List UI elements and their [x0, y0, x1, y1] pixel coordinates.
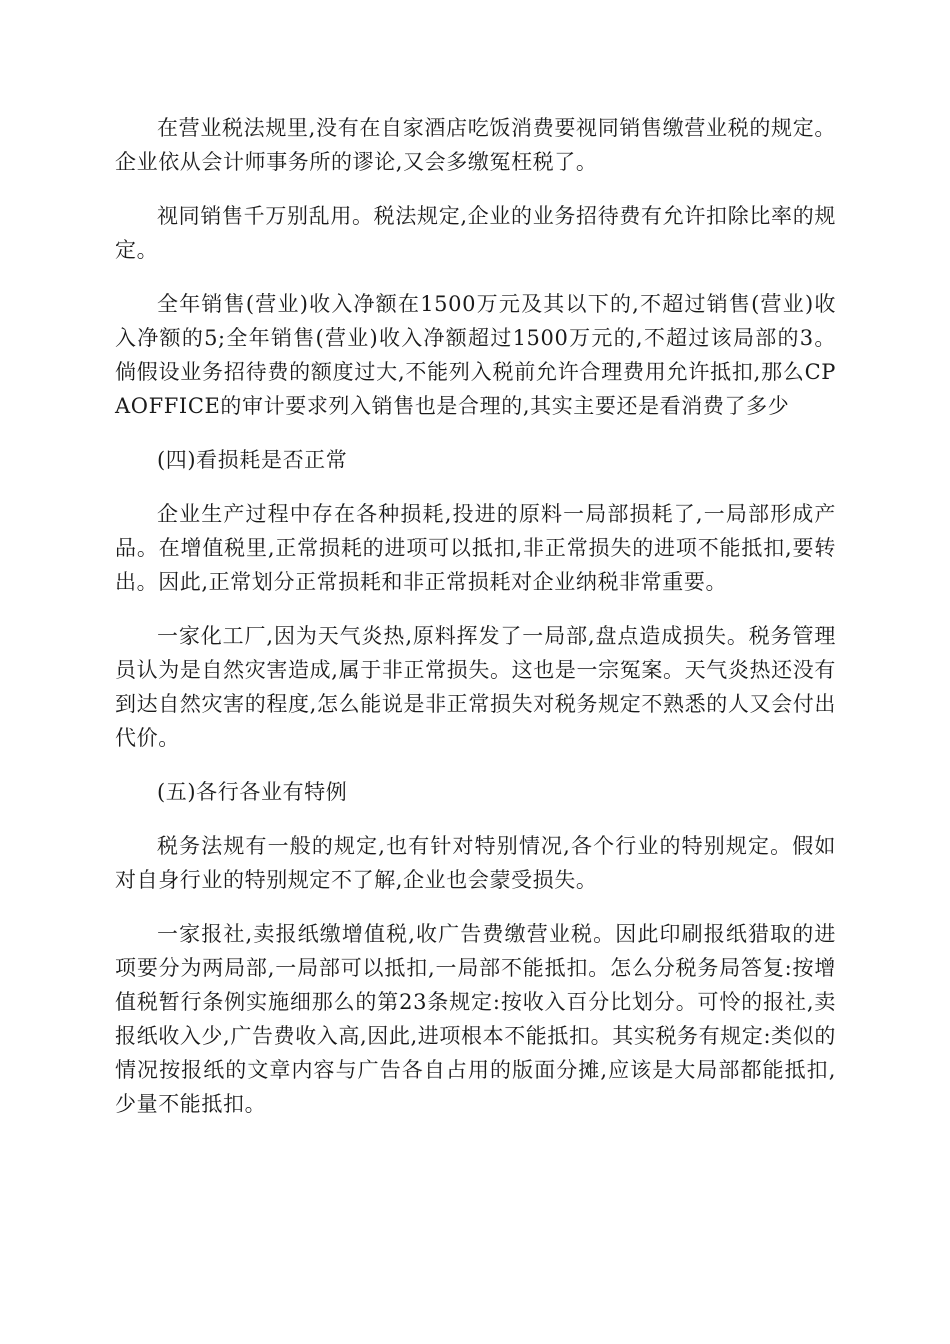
section-heading-5: (五)各行各业有特例	[157, 780, 348, 804]
paragraph-5: 企业生产过程中存在各种损耗,投进的原料一局部损耗了,一局部形成产品。在增值税里,正常损耗的进项可以抵扣,非正常损失的进项不能抵扣,要转出。因此,正常划分正常损耗和非正常损耗对企业纳税非常重要。	[115, 502, 836, 594]
section-heading-4: (四)看损耗是否正常	[157, 448, 348, 472]
paragraph-9: 一家报社,卖报纸缴增值税,收广告费缴营业税。因此印刷报纸猎取的进项要分为两局部,一局部可以抵扣,一局部不能抵扣。怎么分税务局答复:按增值税暂行条例实施细那么的第23条规定:按收入百分比划分。可怜的报社,卖报纸收入少,广告费收入高,因此,进项根本不能抵扣。其实税务有规定:类似的情况按报纸的文章内容与广告各自占用的版面分摊,应该是大局部都能抵扣,少量不能抵扣。	[115, 922, 836, 1116]
paragraph-1: 在营业税法规里,没有在自家酒店吃饭消费要视同销售缴营业税的规定。企业依从会计师事务所的谬论,又会多缴冤枉税了。	[115, 116, 836, 174]
paragraph-3: 全年销售(营业)收入净额在1500万元及其以下的,不超过销售(营业)收入净额的5;全年销售(营业)收入净额超过1500万元的,不超过该局部的3。倘假设业务招待费的额度过大,不能列入税前允许合理费用允许抵扣,那么CPAOFFICE的审计要求列入销售也是合理的,其实主要还是看消费了多少	[115, 292, 836, 418]
paragraph-6: 一家化工厂,因为天气炎热,原料挥发了一局部,盘点造成损失。税务管理员认为是自然灾害造成,属于非正常损失。这也是一宗冤案。天气炎热还没有到达自然灾害的程度,怎么能说是非正常损失对税务规定不熟悉的人又会付出代价。	[115, 624, 836, 750]
paragraph-2: 视同销售千万别乱用。税法规定,企业的业务招待费有允许扣除比率的规定。	[115, 204, 836, 262]
paragraph-8: 税务法规有一般的规定,也有针对特别情况,各个行业的特别规定。假如对自身行业的特别规定不了解,企业也会蒙受损失。	[115, 834, 836, 892]
